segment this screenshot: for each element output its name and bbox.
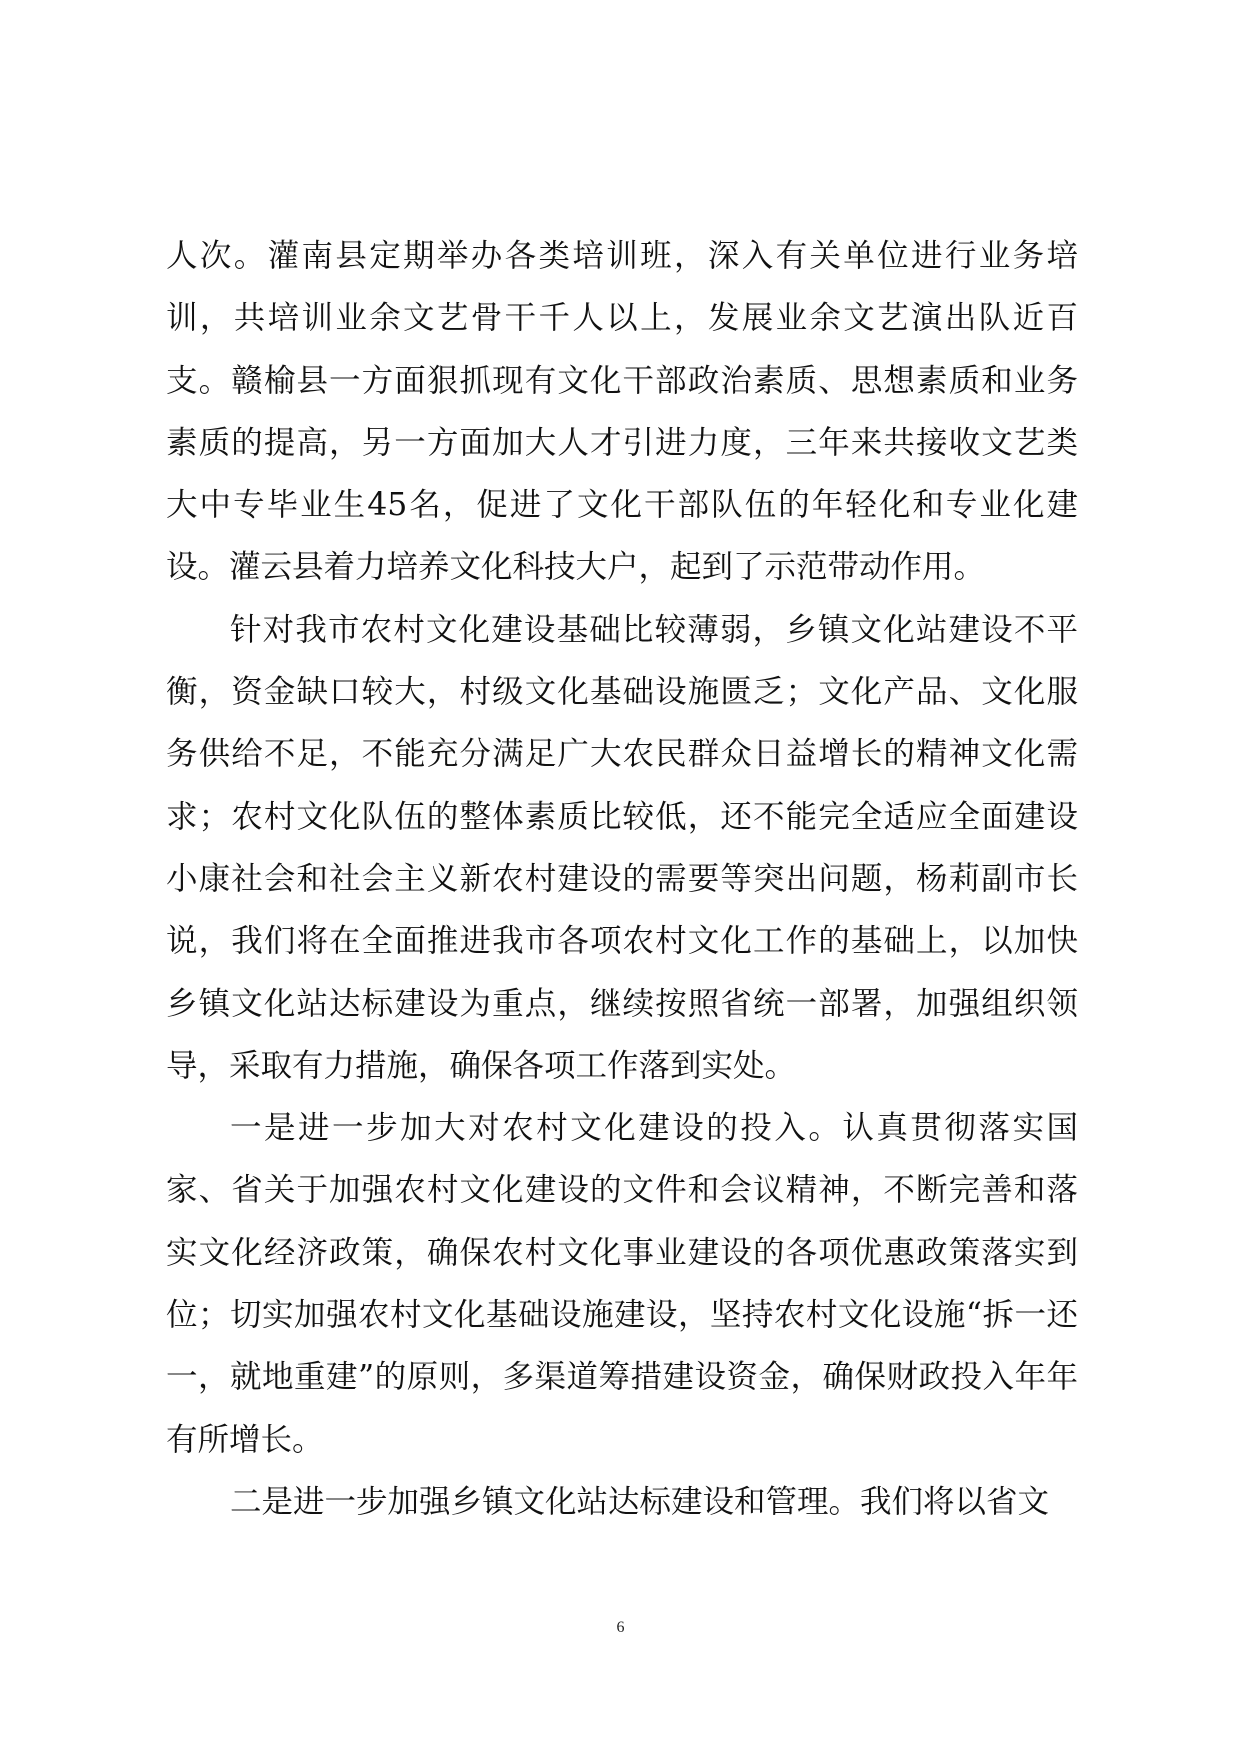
paragraph-2: 针对我市农村文化建设基础比较薄弱，乡镇文化站建设不平衡，资金缺口较大，村级文化基础设施匮乏；文化产品、文化服务供给不足，不能充分满足广大农民群众日益增长的精神文化需求；农村文化队伍的整体素质比较低，还不能完全适应全面建设小康社会和社会主义新农村建设的需要等突出问题，杨莉副市长说，我们将在全面推进我市各项农村文化工作的基础上，以加快乡镇文化站达标建设为重点，继续按照省统一部署，加强组织领导，采取有力措施，确保各项工作落到实处。 xyxy=(166,611,1078,1084)
paragraph-1: 人次。灌南县定期举办各类培训班，深入有关单位进行业务培训，共培训业余文艺骨干千人以上，发展业余文艺演出队近百支。赣榆县一方面狠抓现有文化干部政治素质、思想素质和业务素质的提高，另一方面加大人才引进力度，三年来共接收文艺类大中专毕业生45名，促进了文化干部队伍的年轻化和专业化建设。灌云县着力培养文化科技大户，起到了示范带动作用。 xyxy=(166,238,1078,586)
page-number: 6 xyxy=(616,1619,625,1636)
document-body xyxy=(166,225,1078,1533)
paragraph-4: 二是进一步加强乡镇文化站达标建设和管理。我们将以省文 xyxy=(230,1483,1050,1520)
paragraph-3: 一是进一步加大对农村文化建设的投入。认真贯彻落实国家、省关于加强农村文化建设的文件和会议精神，不断完善和落实文化经济政策，确保农村文化事业建设的各项优惠政策落实到位；切实加强农村文化基础设施建设，坚持农村文化设施“拆一还一，就地重建”的原则，多渠道筹措建设资金，确保财政投入年年有所增长。 xyxy=(166,1110,1078,1458)
